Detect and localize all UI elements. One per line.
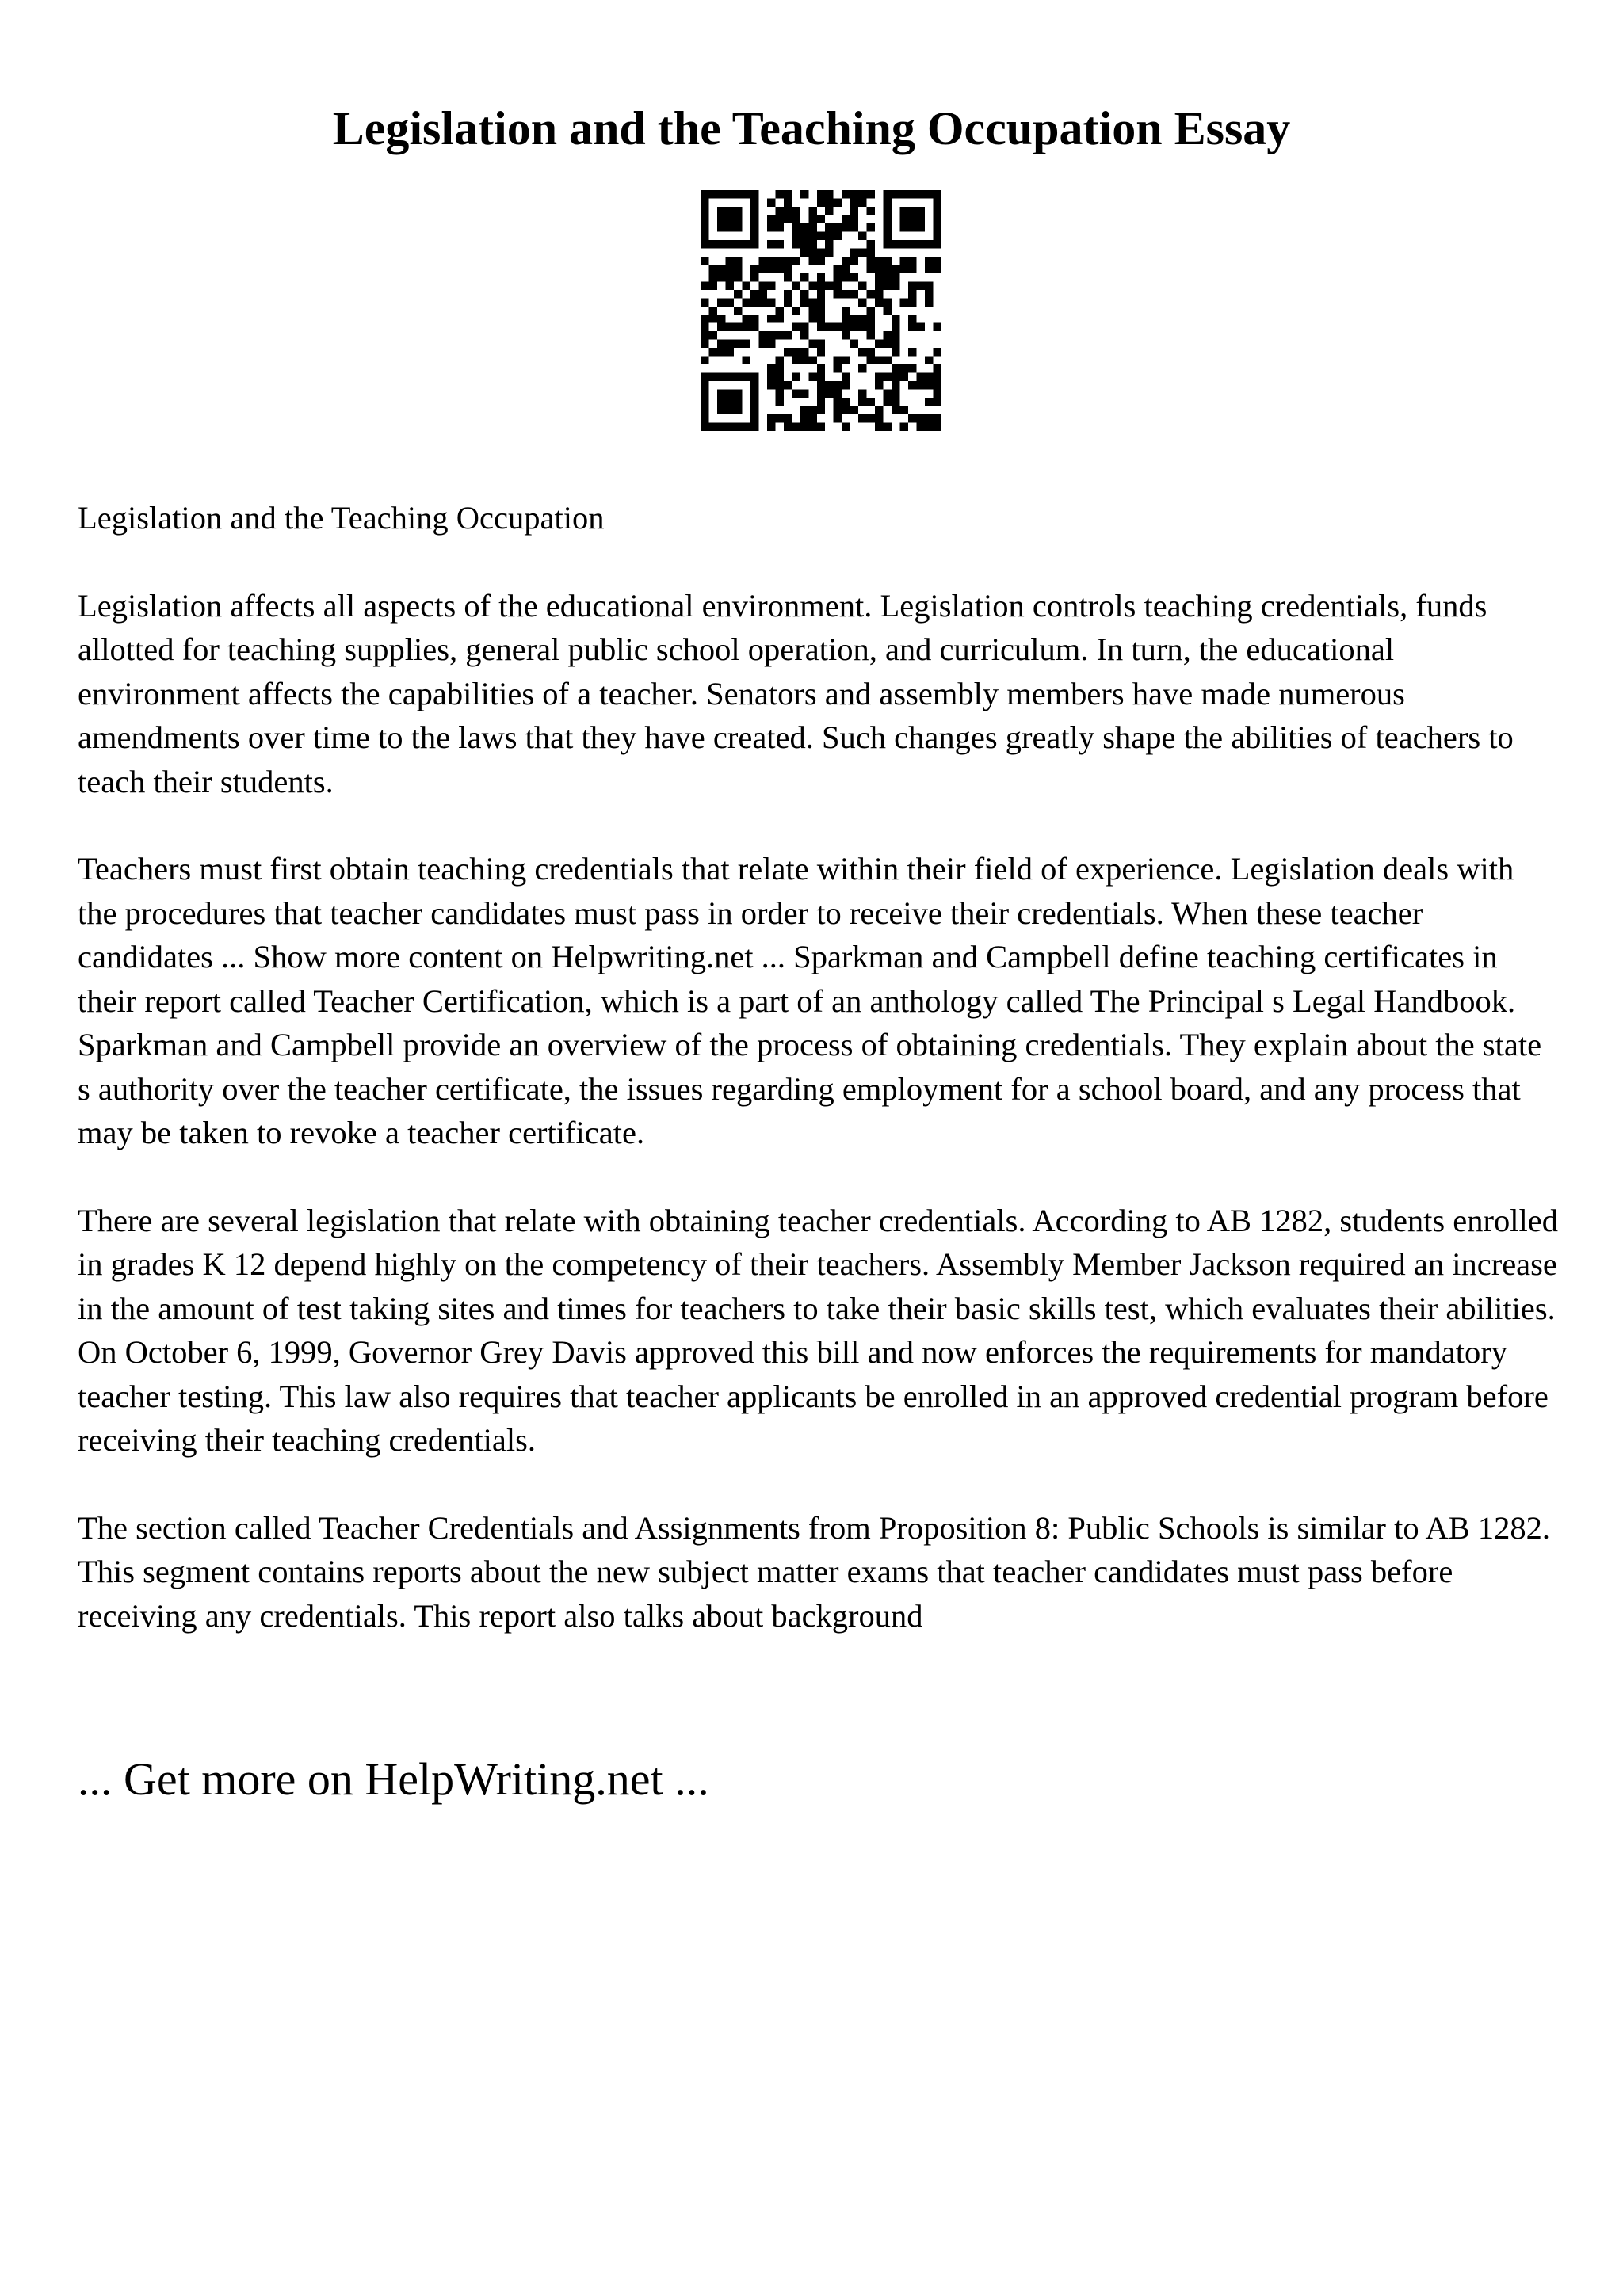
body-heading: Legislation and the Teaching Occupation [78, 500, 605, 536]
paragraph-4: The section called Teacher Credentials and Assignments from Proposition 8: Public Schools is similar to AB 1282. This segment contains reports about the new subject matter exams that teacher candidates must pass before receiving any credentials. This report also talks about background [78, 1509, 1551, 1634]
paragraph-1: Legislation affects all aspects of the educational environment. Legislation controls teaching credentials, funds allotted for teaching supplies, general public school operation, and curriculum. In turn, the educational environment affects the capabilities of a teacher. Senators and assembly members have made numerous amendments over time to the laws that they have created. Such changes greatly shape the abilities of teachers to teach their students. [78, 587, 1514, 799]
get-more-link[interactable]: ... Get more on HelpWriting.net ... [78, 1753, 709, 1805]
paragraph-3: There are several legislation that relate with obtaining teacher credentials. According to AB 1282, students enrolled in grades K 12 depend highly on the competency of their teachers. Assembly Member Jackson required an increase in the amount of test taking sites and times for teachers to take their basic skills test, which evaluates their abilities. On October 6, 1999, Governor Grey Davis approved this bill and now enforces the requirements for mandatory teacher testing. This law also requires that teacher applicants be enrolled in an approved credential program before receiving their teaching credentials. [78, 1202, 1559, 1458]
qr-code-icon [701, 190, 941, 431]
document-title: Legislation and the Teaching Occupation Essay [332, 102, 1291, 154]
document-body [78, 496, 1560, 1681]
paragraph-2: Teachers must first obtain teaching credentials that relate within their field of experience. Legislation deals with the procedures that teacher candidates must pass in order to receive their credentials. When these teacher candidates ... Show more content on Helpwriting.net ... Sparkman and Campbell define teaching certificates in their report called Teacher Certification, which is a part of an anthology called The Principal s Legal Handbook. Sparkman and Campbell provide an overview of the process of obtaining credentials. They explain about the state s authority over the teacher certificate, the issues regarding employment for a school board, and any process that may be taken to revoke a teacher certificate. [78, 851, 1542, 1150]
